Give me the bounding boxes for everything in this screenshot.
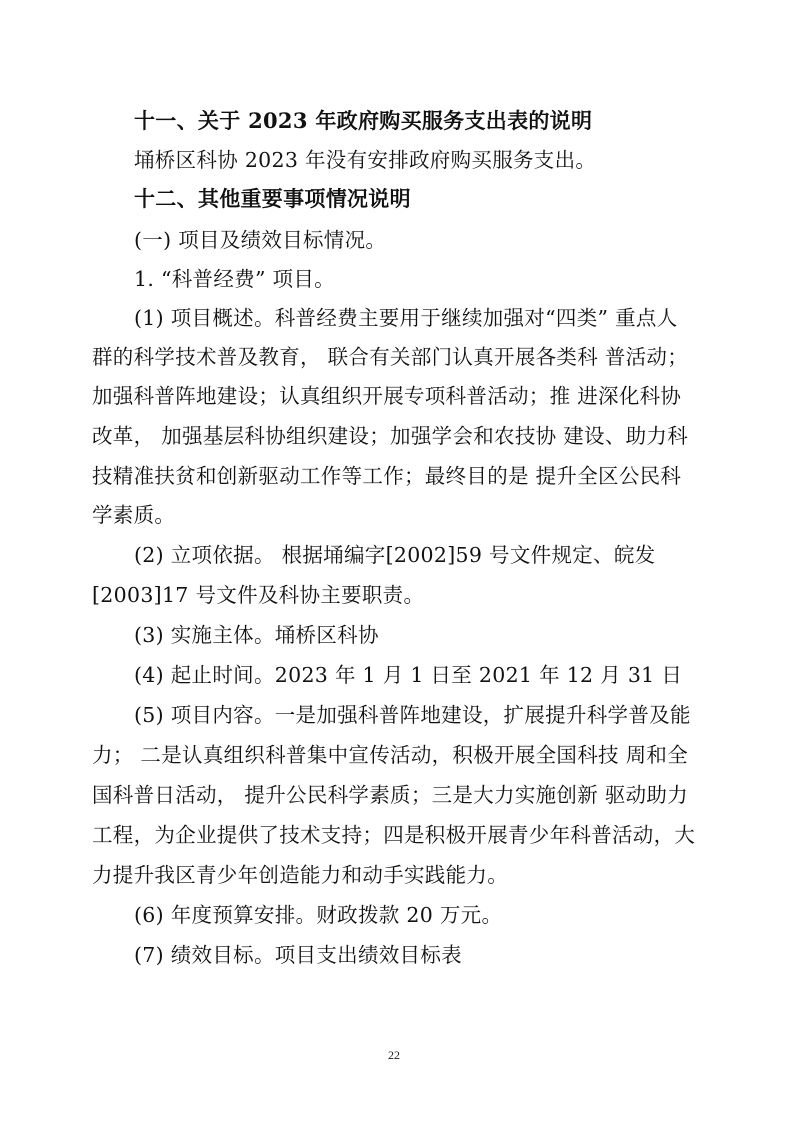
paragraph-line: 工程，为企业提供了技术支持；四是积极开展青少年科普活动，大 [92,823,696,847]
item-1-heading: 1. “科普经费” 项目。 [134,267,335,291]
section-11-heading: 十一、关于 2023 年政府购买服务支出表的说明 [134,108,593,133]
paragraph-line: 国科普日活动， 提升公民科学素质；三是大力实施创新 驱动助力 [92,783,689,807]
subsection-1-heading: (一) 项目及绩效目标情况。 [134,228,387,252]
paragraph-line: (1) 项目概述。科普经费主要用于继续加强对“四类” 重点人 [134,306,678,330]
time-span-line: (4) 起止时间。2023 年 1 月 1 日至 2021 年 12 月 31 日 [134,663,683,687]
paragraph-line: 群的科学技术普及教育， 联合有关部门认真开展各类科 普活动； [92,345,689,369]
budget-line: (6) 年度预算安排。财政拨款 20 万元。 [134,903,503,927]
performance-target-line: (7) 绩效目标。项目支出绩效目标表 [134,943,462,967]
paragraph-line: 加强科普阵地建设；认真组织开展专项科普活动；推 进深化科协 [92,384,682,408]
paragraph-line: (5) 项目内容。一是加强科普阵地建设，扩展提升科学普及能 [134,703,691,727]
section-11-body: 埇桥区科协 2023 年没有安排政府购买服务支出。 [134,148,597,172]
paragraph-line: 学素质。 [92,503,176,527]
paragraph-line: 改革， 加强基层科协组织建设；加强学会和农技协 建设、助力科 [92,424,689,448]
paragraph-line: 力； 二是认真组织科普集中宣传活动，积极开展全国科技 周和全 [92,743,689,767]
paragraph-line: [2003]17 号文件及科协主要职责。 [92,583,425,607]
paragraph-line: 力提升我区青少年创造能力和动手实践能力。 [92,863,508,887]
paragraph-line: 技精准扶贫和创新驱动工作等工作；最终目的是 提升全区公民科 [92,464,682,488]
page-number: 22 [388,1048,400,1062]
section-12-heading: 十二、其他重要事项情况说明 [134,186,411,211]
paragraph-line: (2) 立项依据。 根据埇编字[2002]59 号文件规定、皖发 [134,543,656,567]
implementing-body-line: (3) 实施主体。埇桥区科协 [134,623,379,647]
